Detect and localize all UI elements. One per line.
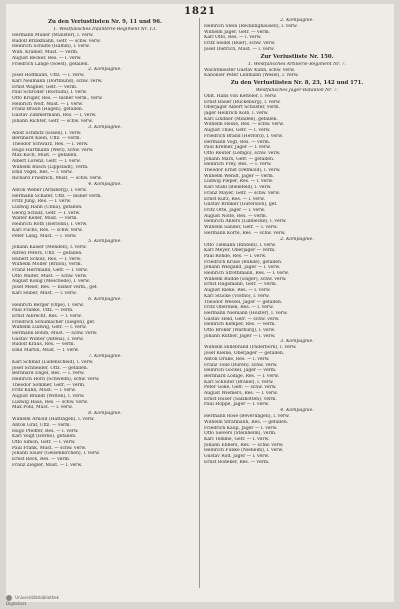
casualty-entry: Gustav Brinker (Gütersloh), gef. xyxy=(204,202,278,208)
casualty-entry: Fritz Oberdiek, Res. — l. verw. xyxy=(204,305,274,311)
casualty-entry: Ernst Beck, Res. — verm. xyxy=(12,457,71,463)
casualty-entry: August Nolte, Res. — verm. xyxy=(204,213,268,219)
casualty-entry: Heinrich Stein (Recklinghausen), l. verw. xyxy=(204,24,298,29)
casualty-entry: Franz Mayer, Gefr. — schw. verw. xyxy=(204,190,281,196)
casualty-entry: Friedrich Kruse (Bünde), gefallen. xyxy=(204,259,283,265)
casualty-entry: Franz Ziegler, Must. — l. verw. xyxy=(12,462,83,468)
casualty-entry: Ernst Kurz, Res. — l. verw. xyxy=(204,196,265,202)
casualty-entry: August Rieke, Res. — l. verw. xyxy=(204,288,271,294)
casualty-entry: Ernst Wagner, Gefr. — verm. xyxy=(12,84,78,90)
casualty-entry: Paul Hoppe, Jäger — l. verw. xyxy=(204,402,270,408)
casualty-entry: Otto Reuter (Lemgo), schw. verw. xyxy=(204,150,281,156)
casualty-entry: Wilhelm Möller (Brilon), verm. xyxy=(12,262,82,268)
casualty-entry: Gustav Rolf, Jäger — l. verw. xyxy=(204,454,270,460)
casualty-entry: Otto Bröker (Warburg), l. verw. xyxy=(204,328,276,334)
page-number: 1821 xyxy=(184,6,216,17)
casualty-entry: Gustav Winter (Altena), l. verw. xyxy=(12,336,84,342)
casualty-entry: Hermann Rose (Beverungen), l. verw. xyxy=(204,414,290,420)
casualty-entry: Franz Braun (Hagen), gefallen. xyxy=(12,107,84,113)
unit-heading: 3. Kompagnie. xyxy=(88,124,122,130)
casualty-entry: Heinrich Berger (Olpe), l. verw. xyxy=(12,302,85,308)
casualty-entry: Ludwig Haas, Res. — schw. verw. xyxy=(12,399,88,405)
casualty-entry: Karl Otto, Res. — l. verw. xyxy=(204,35,262,41)
casualty-entry: Ernst Hüser (Salzkotten), verm. xyxy=(204,396,277,402)
casualty-entry: Fritz Jung, Res. — l. verw. xyxy=(12,199,72,205)
casualty-entry: Bernhard Klein, Uffz. — verm. xyxy=(12,136,81,142)
casualty-entry: Ernst Albrecht, Res. — l. verw. xyxy=(12,313,82,319)
casualty-entry: Anton Drüke, Res. — l. verw. xyxy=(204,356,270,362)
unit-heading: 2. Kompagnie. xyxy=(88,67,122,73)
unit-heading: 4. Kompagnie. xyxy=(88,181,122,187)
unit-heading: 5. Kompagnie. xyxy=(88,239,122,245)
casualty-entry: Johann Marx, Gefr. — gefallen. xyxy=(204,156,275,162)
unit-heading: 2. Kompagnie. xyxy=(280,236,314,242)
casualty-entry: Johann Sauer (Gelsenkirchen), l. verw. xyxy=(12,451,100,457)
casualty-entry: Hermann Müller (Münster), l. verw. xyxy=(12,33,94,38)
casualty-entry: Otto Tiemann (Rinteln), l. verw. xyxy=(204,242,277,248)
unit-heading: 8. Kompagnie. xyxy=(88,411,122,417)
casualty-entry: Otto Simon, Gefr. — l. verw. xyxy=(12,440,76,445)
casualty-entry: Karl Meyer, Oberjäger — verm. xyxy=(204,248,276,254)
casualty-entry: Johann Rüther, Jäger — l. verw. xyxy=(204,333,276,339)
casualty-entry: Peter Lang, Must. — l. verw. xyxy=(12,233,77,239)
casualty-entry: Josef Hoffmann, Uffz. — l. verw. xyxy=(12,73,85,79)
casualty-entry: Fritz Kühn, Must. — l. verw. xyxy=(12,388,76,394)
casualty-entry: Emil Vogel, Res. — l. verw. xyxy=(12,170,73,176)
casualty-entry: Franz Tölle (Büren), schw. verw. xyxy=(204,362,278,368)
casualty-entry: Hermann Böhm, Must. — schw. verw. xyxy=(12,331,98,337)
casualty-entry: Wilhelm Hillebrand (Paderborn), l. verw. xyxy=(204,345,297,351)
casualty-entry: Oblt. Hans von Ketteler, l. verw. xyxy=(204,93,277,99)
casualty-entry: Ludwig Pieper, Res. — l. verw. xyxy=(204,179,274,185)
casualty-entry: Fritz Otte, Jäger — l. verw. xyxy=(204,207,266,213)
casualty-entry: Heinrich Ahlers (Lübbecke), l. verw. xyxy=(204,219,287,225)
casualty-entry: Heinrich Roth (Iserlohn), l. verw. xyxy=(12,222,88,228)
casualty-entry: Friedrich Schumacher (Siegen), gef. xyxy=(12,319,96,325)
casualty-entry: Friedrich Kaup, Jäger — l. verw. xyxy=(204,425,278,431)
casualty-entry: Heinrich Funke (Nieheim), l. verw. xyxy=(204,448,284,454)
casualty-entry: Josef Schneider, Uffz. — gefallen. xyxy=(12,365,89,371)
casualty-entry: Adolf Schmitz (Essen), l. verw. xyxy=(12,130,82,136)
casualty-entry: Fritz Seidel (Buer), schw. verw. xyxy=(204,41,276,47)
casualty-entry: Oberjäger Albert Schuster, verm. xyxy=(204,105,280,111)
casualty-entry: Wachtmeister Gustav Kuhn, schw. verw. xyxy=(204,67,295,73)
casualty-entry: Heinrich Horn (Schwelm), schw. verw. xyxy=(12,376,100,382)
casualty-entry: Karl Voigt (Herne), gefallen. xyxy=(12,434,77,440)
casualty-entry: Max Pohl, Must. — l. verw. xyxy=(12,405,73,411)
casualty-entry: Josef Dietrich, Must. — l. verw. xyxy=(204,46,275,52)
casualty-entry: Wilhelm Busch (Lippstadt), verm. xyxy=(12,164,89,170)
casualty-entry: Theodor Wessel, Jäger — gefallen. xyxy=(204,299,283,305)
casualty-entry: August Thiel, Gefr. — l. verw. xyxy=(204,128,271,134)
casualty-entry: Otto Sievers (Steinheim), verm. xyxy=(204,431,277,437)
casualty-entry: Theodor Sommer, Gefr. — verm. xyxy=(12,382,86,388)
casualty-entry: Friedrich Brand (Herford), l. verw. xyxy=(204,133,283,139)
casualty-entry: Alfred Peters, Uffz. — gefallen. xyxy=(12,250,83,256)
casualty-entry: Wilh. Kramer, Must. — verm. xyxy=(12,50,79,56)
casualty-entry: Ernst Bödeker, Res. — verm. xyxy=(204,459,270,465)
casualty-entry: Theodor Ernst (Detmold), l. verw. xyxy=(204,168,281,174)
casualty-entry: Emil Martin, Must. — l. verw. xyxy=(12,348,80,354)
casualty-entry: Wilhelm Arnold (Hattingen), l. verw. xyxy=(12,417,95,423)
unit-heading: Westfälisches Jäger-Bataillon Nr. 7. xyxy=(255,87,339,93)
unit-heading: 4. Kompagnie. xyxy=(280,408,314,414)
casualty-entry: Anton Weber (Arnsberg), l. verw. xyxy=(12,187,88,193)
casualty-entry: Karl Fuchs, Res. — schw. verw. xyxy=(12,227,83,233)
casualty-entry: Paul Kremer, Jäger — l. verw. xyxy=(204,145,271,151)
casualty-entry: Theodor Schwarz, Res. — l. verw. xyxy=(12,141,89,147)
casualty-entry: Ernst Bauer (Bückeburg), l. verw. xyxy=(204,99,281,105)
section-heading: Zu den Verlustlisten Nr. 8, 23, 142 und 171. xyxy=(230,79,364,86)
casualty-entry: Heinrich Schulte (Hamm), l. verw. xyxy=(12,44,91,50)
casualty-entry: Heinrich Strothmann, Res. — l. verw. xyxy=(204,271,289,277)
casualty-entry: Karl Neumann (Dortmund), schw. verw. xyxy=(12,78,103,84)
casualty-entry: Max Koch, Must. — gefallen. xyxy=(12,153,78,159)
casualty-entry: Wilhelm Jäger, Gefr. — verm. xyxy=(204,29,271,35)
casualty-entry: Karl Schlüter (Brakel), l. verw. xyxy=(204,379,274,385)
unit-heading: 2. Kompagnie. xyxy=(280,18,314,23)
casualty-entry: Paul Franke, Uffz. — verm. xyxy=(12,308,74,314)
casualty-entry: Heinrich Gockel, Jäger — verm. xyxy=(204,368,277,374)
casualty-entry: Franz Herrmann, Gefr. — l. verw. xyxy=(12,268,88,274)
casualty-entry: Gustav Zimmermann, Res. — l. verw. xyxy=(12,113,97,119)
casualty-entry: Johann Ebbers, Res. — schw. verw. xyxy=(204,442,284,448)
casualty-entry: Paul Rohde, Res. — l. verw. xyxy=(204,253,267,259)
casualty-entry: Wilhelm Hesse, Res. — schw. verw. xyxy=(204,122,285,128)
casualty-entry: Wilhelm Ludwig, Gefr. — l. verw. xyxy=(12,325,87,331)
casualty-entry: Richard Friedrich, Must. — schw. verw. xyxy=(12,176,102,182)
casualty-entry: Hermann Vogt, Res. — verm. xyxy=(204,139,271,145)
casualty-entry: Bernhard Engel, Res. — l. verw. xyxy=(12,371,85,377)
document-page xyxy=(6,4,394,602)
casualty-entry: Rudolf Brinkmann, Gefr. — schw. verw. xyxy=(12,38,101,44)
casualty-entry: Paul Frank, Must. — schw. verw. xyxy=(12,445,87,451)
footer-line-2: Digitalisat xyxy=(6,601,27,606)
casualty-entry: Georg Schulz, Gefr. — l. verw. xyxy=(12,210,81,216)
casualty-entry: Rudolf Kraus, Res. — verm. xyxy=(12,342,75,348)
casualty-entry: Wilhelm Budde (Enger), schw. verw. xyxy=(204,276,287,282)
section-heading: Zu den Verlustlisten Nr. 9, 11 und 96. xyxy=(48,19,162,25)
right-column xyxy=(204,18,390,588)
casualty-entry: August Wiemers, Res. — l. verw. xyxy=(204,391,278,397)
casualty-entry: Wilhelm Wendt, Jäger — verm. xyxy=(204,173,275,179)
casualty-entry: Gustav Held, Gefr. — schw. verw. xyxy=(204,316,280,322)
casualty-entry: Hubert Scholz, Res. — l. verw. xyxy=(12,256,82,262)
casualty-entry: Hermann Niemann (Höxter), l. verw. xyxy=(204,310,288,316)
casualty-entry: Karl Huber, Must. — l. verw. xyxy=(12,290,77,296)
casualty-entry: Otto Walter, Must. — schw. verw. xyxy=(12,273,88,279)
casualty-entry: August Becker, Res. — l. verw. xyxy=(12,55,82,61)
casualty-entry: Wilhelm Stratmann, Res. — gefallen. xyxy=(204,419,289,425)
casualty-entry: Johann Richter, Gefr. — schw. verw. xyxy=(12,118,93,124)
column-divider xyxy=(199,18,200,588)
casualty-entry: Otto Krüger, Res. — bisher verm., verw. xyxy=(12,96,103,102)
casualty-entry: Peter Göke, Gefr. — schw. verw. xyxy=(204,385,277,391)
casualty-entry: Ernst Hagemann, Gefr. — verm. xyxy=(204,282,278,288)
casualty-entry: Karl Temme, Gefr. — l. verw. xyxy=(204,437,270,442)
casualty-entry: Kanonier Peter Lehmann (Wesel), l. verw. xyxy=(204,73,299,79)
casualty-entry: Hermann Korte, Res. — schw. verw. xyxy=(204,230,286,236)
casualty-entry: Karl Schmid (Lüdenscheid), l. verw. xyxy=(12,359,94,365)
unit-heading: 1. Westfälisches Artillerie-Regiment Nr. 7. xyxy=(247,61,347,67)
casualty-entry: Josef Kleine, Oberjäger — gefallen. xyxy=(204,351,285,357)
casualty-entry: Johann Wiegand, Jäger — l. verw. xyxy=(204,265,281,271)
casualty-entry: Heinrich Kemper, Res. — verm. xyxy=(204,322,276,328)
unit-heading: 6. Kompagnie. xyxy=(88,296,122,302)
casualty-entry: Albert Lorenz, Gefr. — l. verw. xyxy=(12,159,82,165)
footer-line-1: Universitätsbibliothek xyxy=(15,595,59,600)
casualty-entry: Paul Schröder (Bochum), l. verw. xyxy=(12,90,88,96)
casualty-entry: Wilhelm Sander, Gefr. — l. verw. xyxy=(204,225,278,231)
unit-heading: 1. Westfälisches Infanterie-Regiment Nr. 13. xyxy=(53,27,157,32)
casualty-entry: Heinrich Wolf, Must. — l. verw. xyxy=(12,101,84,107)
casualty-entry: Hermann Schäfer, Uffz. — bisher verm. xyxy=(12,193,102,199)
casualty-entry: Anton Graf, Uffz. — verm. xyxy=(12,422,71,428)
casualty-entry: Bernhard Lödige, Res. — l. verw. xyxy=(204,373,280,379)
left-column xyxy=(12,18,198,588)
unit-heading: 3. Kompagnie. xyxy=(280,339,314,345)
casualty-entry: Josef Meier, Res. — bisher verm., gef. xyxy=(12,285,98,291)
casualty-entry: Ludwig Hahn (Unna), gefallen. xyxy=(12,204,83,210)
library-watermark xyxy=(6,595,76,606)
casualty-entry: Friedrich Lange (Soest), gefallen. xyxy=(12,61,89,67)
casualty-entry: August Brandt (Witten), l. verw. xyxy=(12,394,85,400)
casualty-entry: Walter Keller, Must. — verm. xyxy=(12,216,78,222)
casualty-entry: Hugo Hartmann (Werl), schw. verw. xyxy=(12,147,94,153)
casualty-entry: August König (Meschede), l. verw. xyxy=(12,279,91,285)
casualty-entry: Karl Lindner (Minden), gefallen. xyxy=(204,116,278,122)
casualty-entry: Karl Stucke (Vlotho), l. verw. xyxy=(204,293,270,299)
casualty-entry: Karl Stahl (Bielefeld), l. verw. xyxy=(204,185,272,191)
casualty-entry: Johann Kaiser (Menden), l. verw. xyxy=(12,245,87,251)
section-heading: Zur Verlustliste Nr. 150. xyxy=(260,53,334,60)
unit-heading: 7. Kompagnie. xyxy=(88,353,122,359)
casualty-entry: Hugo Pfeiffer, Res. — l. verw. xyxy=(12,428,79,434)
casualty-entry: Heinrich Frey, Res. — l. verw. xyxy=(204,162,272,168)
casualty-entry: Jäger Heinrich Kolb, l. verw. xyxy=(204,111,269,117)
